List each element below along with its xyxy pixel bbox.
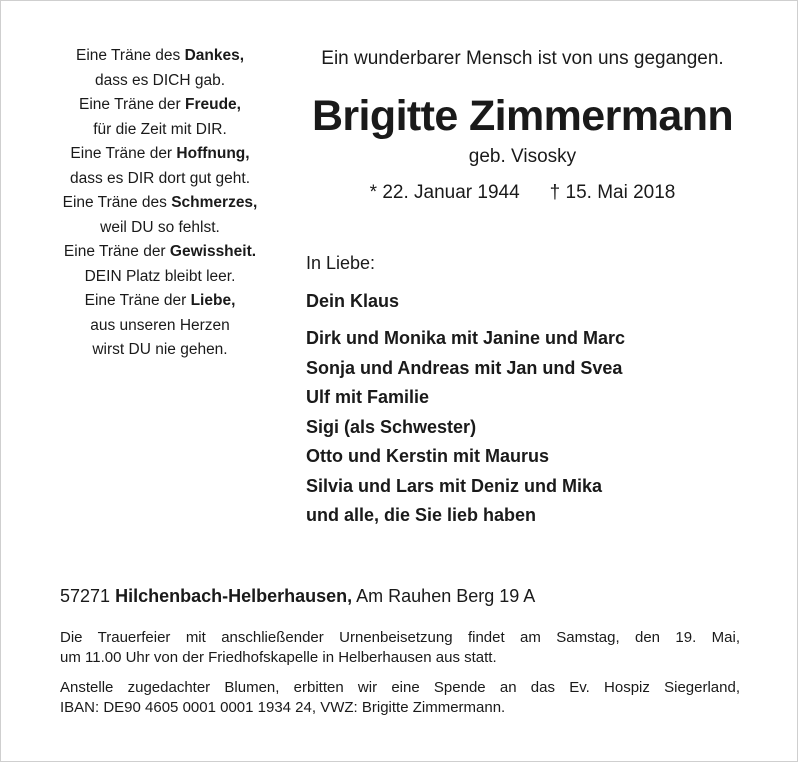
poem-line: Eine Träne der Liebe,: [84, 292, 236, 309]
intro-text: Ein wunderbarer Mensch ist von uns gegangen.: [321, 48, 724, 69]
death-date: † 15. Mai 2018: [549, 182, 676, 203]
poem-line: Eine Träne der Gewissheit.: [63, 243, 257, 260]
ceremony-info: [60, 628, 740, 668]
spouse-name: Dein Klaus: [306, 291, 400, 311]
family-members: [306, 324, 746, 531]
poem-line: Eine Träne des Dankes,: [75, 47, 245, 64]
family-member: Otto und Kerstin mit Maurus: [306, 446, 549, 466]
ceremony-line: Die Trauerfeier mit anschließender Urnenbeisetzung findet am Samstag, den 19. Mai,: [60, 629, 740, 646]
birth-date: * 22. Januar 1944: [369, 182, 520, 203]
poem: [40, 44, 280, 363]
donation-info: [60, 678, 740, 718]
poem-line: Eine Träne der Hoffnung,: [70, 145, 250, 162]
birth-name: geb. Visosky: [468, 146, 577, 167]
notice-header: [300, 46, 745, 206]
poem-line: DEIN Platz bleibt leer.: [84, 267, 236, 285]
address-street: Am Rauhen Berg 19 A: [356, 586, 536, 606]
life-dates: [300, 180, 745, 206]
address-zip: 57271: [60, 586, 111, 606]
family-member: Sonja und Andreas mit Jan und Svea: [306, 357, 623, 378]
address: [60, 584, 535, 608]
mourners: [306, 250, 746, 531]
poem-line: dass es DICH gab.: [94, 71, 226, 89]
donation-line: IBAN: DE90 4605 0001 0001 1934 24, VWZ: Brigitte Zimmermann.: [60, 699, 506, 716]
poem-line: dass es DIR dort gut geht.: [69, 169, 251, 187]
poem-line: aus unseren Herzen: [90, 316, 230, 334]
donation-line: Anstelle zugedachter Blumen, erbitten wir eine Spende an das Ev. Hospiz Siegerland,: [60, 679, 740, 696]
ceremony-line: um 11.00 Uhr von der Friedhofskapelle in Helberhausen aus statt.: [60, 649, 497, 666]
in-love-label: In Liebe:: [306, 253, 376, 273]
family-member: Sigi (als Schwester): [306, 416, 477, 437]
poem-line: weil DU so fehlst.: [100, 218, 220, 236]
deceased-name: Brigitte Zimmermann: [311, 92, 734, 140]
family-member: Silvia und Lars mit Deniz und Mika: [306, 475, 603, 496]
family-member: Dirk und Monika mit Janine und Marc: [306, 328, 626, 348]
poem-line: Eine Träne der Freude,: [79, 96, 241, 113]
poem-line: wirst DU nie gehen.: [92, 341, 228, 358]
family-member: Ulf mit Familie: [306, 387, 430, 407]
poem-line: für die Zeit mit DIR.: [93, 120, 227, 138]
address-town: Hilchenbach-Helberhausen,: [115, 586, 353, 606]
family-member: und alle, die Sie lieb haben: [306, 505, 537, 525]
poem-line: Eine Träne des Schmerzes,: [62, 194, 258, 211]
